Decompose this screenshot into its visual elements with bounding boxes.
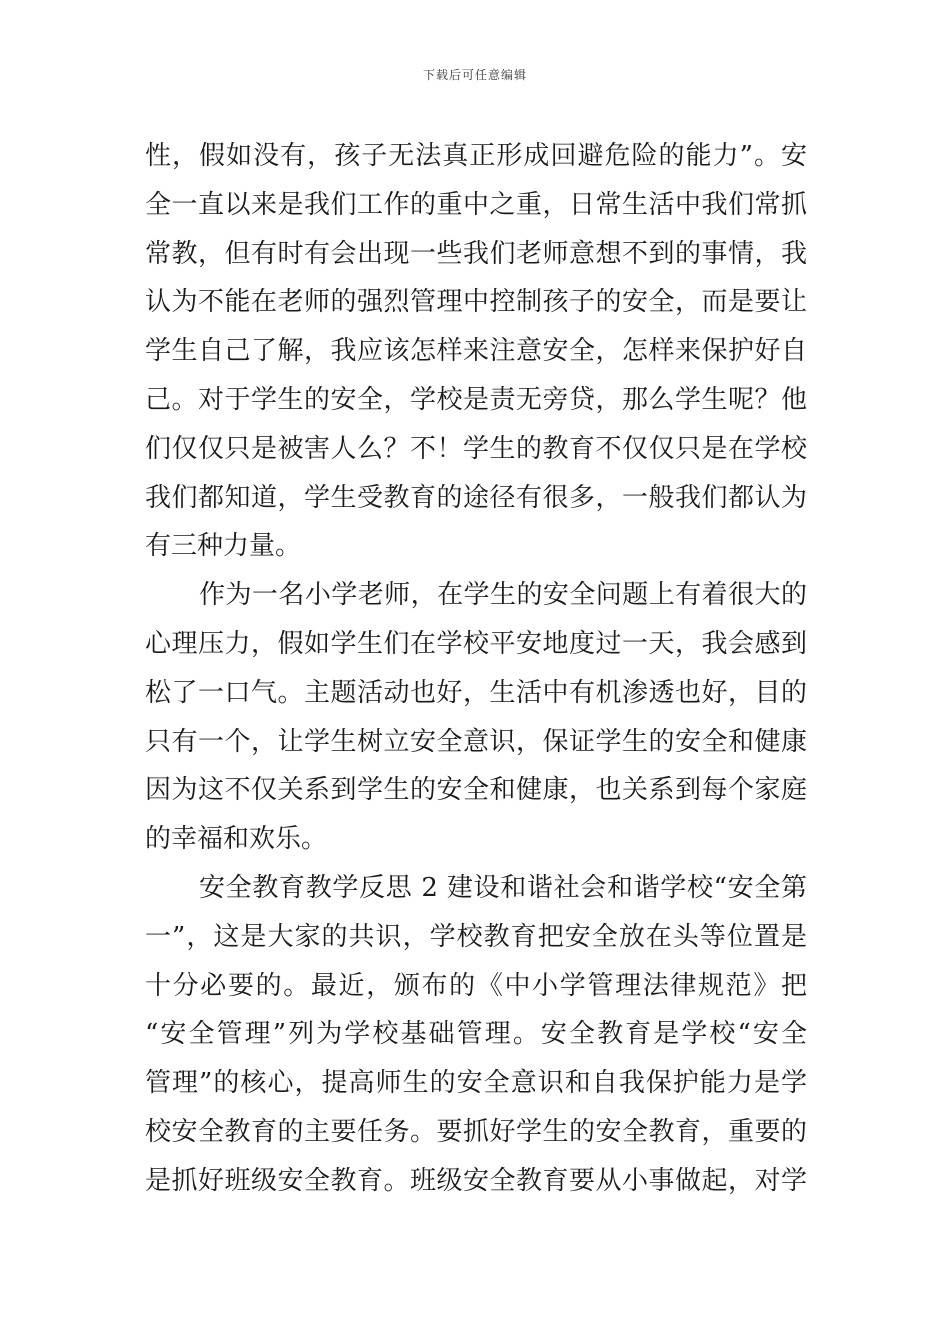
text-line: 因为这不仅关系到学生的安全和健康，也关系到每个家庭 bbox=[145, 775, 807, 806]
page-header: 下载后可任意编辑 bbox=[422, 68, 527, 82]
text-line: 性，假如没有，孩子无法真正形成回避危险的能力”。安 bbox=[145, 141, 807, 171]
text-line: 安全教育教学反思 2 建设和谐社会和谐学校“安全第 bbox=[199, 872, 807, 903]
document-body bbox=[145, 132, 807, 1206]
paragraph-2 bbox=[145, 571, 807, 864]
text-line: 是抓好班级安全教育。班级安全教育要从小事做起，对学 bbox=[145, 1165, 807, 1196]
text-line: 学生自己了解，我应该怎样来注意安全，怎样来保护好自 bbox=[145, 336, 807, 367]
text-line: “安全管理”列为学校基础管理。安全教育是学校“安全 bbox=[145, 1019, 807, 1050]
text-line: 作为一名小学老师，在学生的安全问题上有着很大的 bbox=[199, 580, 807, 611]
text-line: 心理压力，假如学生们在学校平安地度过一天，我会感到 bbox=[145, 628, 807, 659]
text-line: 认为不能在老师的强烈管理中控制孩子的安全，而是要让 bbox=[145, 287, 807, 318]
text-line: 松了一口气。主题活动也好，生活中有机渗透也好，目的 bbox=[145, 677, 807, 708]
text-line: 全一直以来是我们工作的重中之重，日常生活中我们常抓 bbox=[145, 189, 807, 220]
text-line: 管理”的核心，提高师生的安全意识和自我保护能力是学 bbox=[145, 1068, 807, 1099]
text-line: 己。对于学生的安全，学校是责无旁贷，那么学生呢？他 bbox=[145, 384, 807, 415]
paragraph-3 bbox=[145, 864, 807, 1206]
text-line: 们仅仅只是被害人么？不！学生的教育不仅仅只是在学校 bbox=[145, 433, 807, 464]
text-line: 常教，但有时有会出现一些我们老师意想不到的事情，我 bbox=[145, 238, 807, 269]
text-line: 只有一个，让学生树立安全意识，保证学生的安全和健康 bbox=[145, 726, 807, 757]
text-line: 有三种力量。 bbox=[145, 531, 302, 562]
text-line: 的幸福和欢乐。 bbox=[145, 824, 328, 855]
paragraph-1 bbox=[145, 132, 807, 571]
text-line: 我们都知道，学生受教育的途径有很多，一般我们都认为 bbox=[145, 482, 807, 513]
text-line: 校安全教育的主要任务。要抓好学生的安全教育，重要的 bbox=[145, 1116, 807, 1147]
text-line: 一”，这是大家的共识，学校教育把安全放在头等位置是 bbox=[145, 921, 807, 952]
text-line: 十分必要的。最近，颁布的《中小学管理法律规范》把 bbox=[145, 970, 807, 1001]
